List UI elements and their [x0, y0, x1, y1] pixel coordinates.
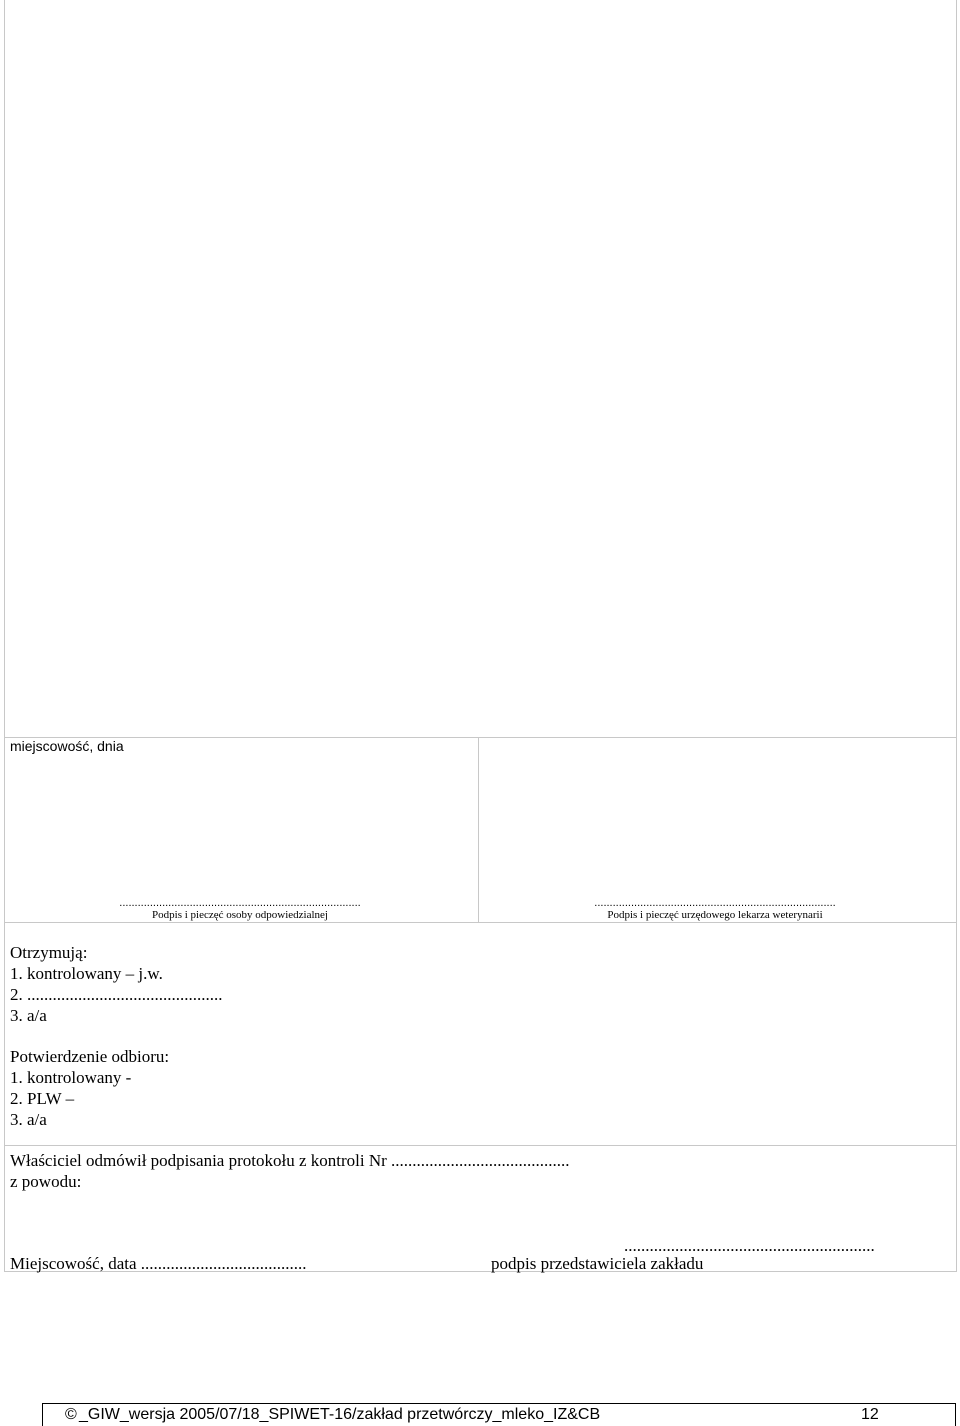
refusal-reason-label: z powodu:: [10, 1172, 82, 1191]
receipt-heading: Potwierdzenie odbioru:: [10, 1047, 170, 1066]
vet-signature-dots: ...............................................................................: [594, 897, 836, 909]
recipients-section: [10, 942, 223, 1026]
refusal-block-top-border: [4, 1145, 957, 1146]
recipients-heading: Otrzymują:: [10, 943, 88, 962]
responsible-person-signature-dots: ...............................................................................: [119, 897, 361, 909]
recipient-item: 1. kontrolowany – j.w.: [10, 964, 163, 983]
receipt-item: 3. a/a: [10, 1110, 47, 1129]
frame-left-border: [4, 0, 5, 1272]
frame-right-border: [956, 0, 957, 1272]
copyright-icon: ©: [65, 1406, 77, 1423]
representative-signature-caption: podpis przedstawiciela zakładu: [491, 1254, 704, 1273]
footer-document-id: _GIW_wersja 2005/07/18_SPIWET-16/zakład przetwórczy_mleko_IZ&CB: [79, 1406, 601, 1423]
receipt-section: [10, 1046, 169, 1130]
representative-signature-dots: ...........................................................: [624, 1236, 875, 1255]
refusal-statement: [10, 1150, 570, 1192]
signature-block-bottom-border: [4, 922, 957, 923]
footer-box: [42, 1403, 956, 1426]
place-date-label: miejscowość, dnia: [10, 738, 124, 754]
refusal-place-date: Miejscowość, data .......................................: [10, 1254, 307, 1273]
responsible-person-signature-caption: Podpis i pieczęć osoby odpowiedzialnej: [152, 909, 328, 921]
recipient-item: 3. a/a: [10, 1006, 47, 1025]
signature-block-divider: [478, 737, 479, 923]
receipt-item: 2. PLW –: [10, 1089, 75, 1108]
refusal-line: Właściciel odmówił podpisania protokołu z kontroli Nr ..........................................: [10, 1151, 570, 1170]
signature-block-top-border: [4, 737, 957, 738]
receipt-item: 1. kontrolowany -: [10, 1068, 132, 1087]
page-number: 12: [861, 1406, 879, 1423]
recipient-item: 2. ..............................................: [10, 985, 223, 1004]
vet-signature-caption: Podpis i pieczęć urzędowego lekarza weterynarii: [607, 909, 823, 921]
